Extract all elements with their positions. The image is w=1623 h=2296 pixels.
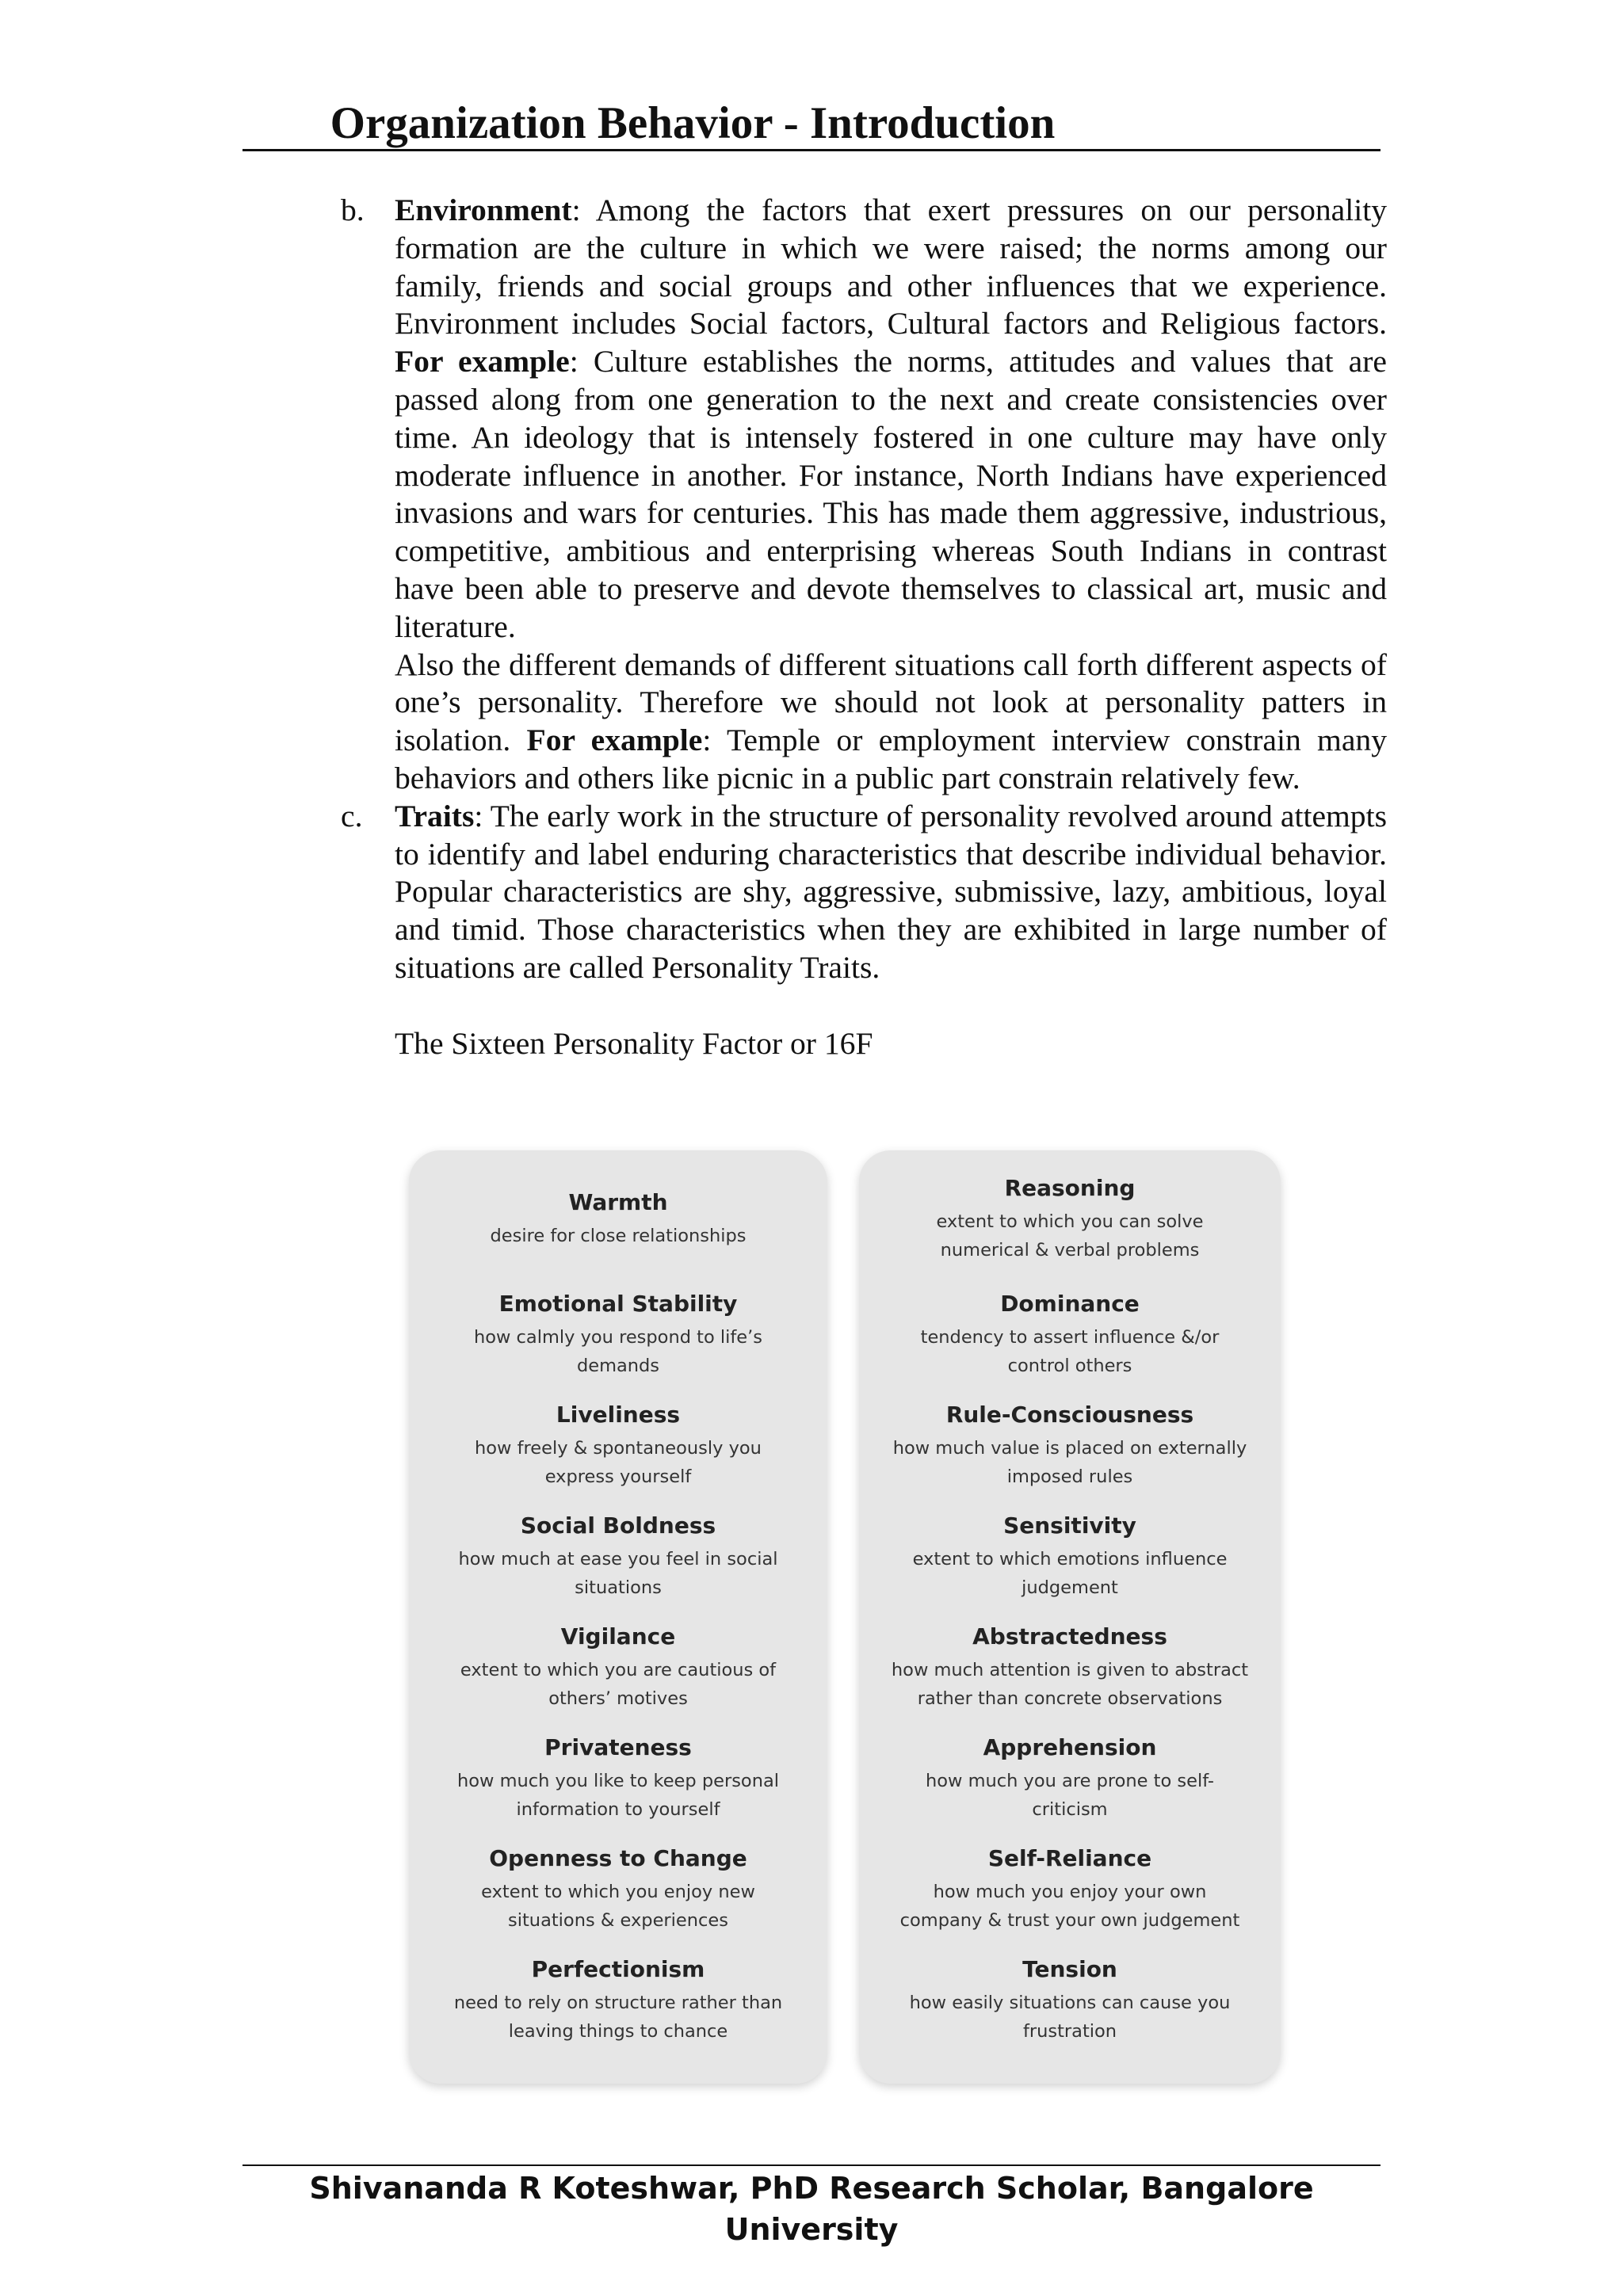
right-factor-panel [859, 1150, 1281, 2084]
description-line: judgement [1022, 1577, 1118, 1598]
description-line: control others [1007, 1356, 1132, 1376]
description-line: extent to which you are cautious of [460, 1660, 777, 1680]
description-line: numerical & verbal problems [940, 1240, 1200, 1261]
text-run: : Among the factors that exert pressures on our personality formation are the culture in which we were raised; the norms among our family, friends and social groups and other influences that we experience. Environment includes Social factors, Cultural factors and Religious factors. [395, 193, 1387, 341]
factor-name: Liveliness [556, 1402, 681, 1428]
factor-description [859, 1656, 1281, 1713]
description-line: frustration [1022, 2021, 1117, 2042]
factor-description [859, 1989, 1281, 2046]
description-line: need to rely on structure rather than [453, 1993, 783, 2013]
term: Traits [395, 798, 475, 833]
factor-reasoning [859, 1174, 1281, 1264]
description-line: how much you are prone to self- [926, 1771, 1214, 1791]
factor-description [409, 1323, 827, 1380]
emphasis: For example [526, 723, 703, 758]
text-run: : The early work in the structure of personality revolved around attempts to identify and label enduring characteristics that describe individual behavior. Popular characteristics are shy, aggressive, submissive, lazy, ambitious, loyal and timid. Those characteristics when they are exhibited in large number of situations are called Personality Traits. [395, 798, 1387, 985]
text-run: : Culture establishes the norms, attitudes and values that are passed along from one generation to the next and create consistencies over time. An ideology that is intensely fostered in one culture may have only moderate influence in another. For instance, North Indians have experienced invasions and wars for centuries. This has made them aggressive, industrious, competitive, ambitious and enterprising whereas South Indians in contrast have been able to preserve and devote themselves to classical art, music and literature. [395, 344, 1387, 644]
factor-description [409, 1989, 827, 2046]
factor-description [859, 1878, 1281, 1935]
description-line: how easily situations can cause you [909, 1993, 1231, 2013]
emphasis: For example [395, 344, 570, 379]
factor-description [859, 1545, 1281, 1602]
body-text [341, 192, 1387, 1063]
description-line: leaving things to chance [508, 2021, 728, 2042]
factor-social-boldness [409, 1512, 827, 1602]
list-marker: c. [341, 798, 363, 833]
factor-name: Social Boldness [520, 1512, 716, 1539]
description-line: extent to which you enjoy new [481, 1882, 755, 1902]
factor-description [859, 1434, 1281, 1491]
list-item-traits [341, 798, 1387, 987]
factor-name: Rule-Consciousness [945, 1402, 1194, 1428]
factor-description [409, 1656, 827, 1713]
factor-description [409, 1222, 827, 1250]
factor-name: Apprehension [983, 1734, 1157, 1760]
description-line: extent to which you can solve [936, 1211, 1204, 1232]
factor-apprehension [859, 1733, 1281, 1824]
factor-name: Openness to Change [489, 1845, 747, 1871]
term: Environment [395, 193, 572, 227]
factor-abstractedness [859, 1623, 1281, 1713]
factor-self-reliance [859, 1844, 1281, 1935]
factor-name: Warmth [568, 1189, 668, 1215]
factor-liveliness [409, 1401, 827, 1491]
paragraph [395, 798, 1387, 987]
factor-name: Perfectionism [531, 1956, 705, 1982]
description-line: rather than concrete observations [917, 1688, 1223, 1709]
factor-name: Sensitivity [1003, 1512, 1136, 1539]
description-line: express yourself [544, 1466, 692, 1487]
factor-name: Emotional Stability [498, 1291, 738, 1317]
footer-rule [242, 2164, 1381, 2166]
figure-caption: The Sixteen Personality Factor or 16F [395, 1025, 873, 1061]
factor-sensitivity [859, 1512, 1281, 1602]
factor-openness-to-change [409, 1844, 827, 1935]
factor-name: Privateness [544, 1734, 692, 1760]
description-line: how calmly you respond to life’s [473, 1327, 763, 1348]
factor-tension [859, 1955, 1281, 2046]
factor-perfectionism [409, 1955, 827, 2046]
description-line: information to yourself [516, 1799, 720, 1820]
left-factor-panel [409, 1150, 827, 2084]
factor-description [409, 1878, 827, 1935]
factor-vigilance [409, 1623, 827, 1713]
factor-name: Self-Reliance [987, 1845, 1152, 1871]
factor-dominance [859, 1290, 1281, 1380]
factor-name: Abstractedness [972, 1623, 1167, 1650]
description-line: situations & experiences [508, 1910, 728, 1931]
description-line: how much attention is given to abstract [891, 1660, 1249, 1680]
factor-name: Reasoning [1004, 1175, 1136, 1201]
factor-rule-consciousness [859, 1401, 1281, 1491]
factor-description [409, 1545, 827, 1602]
description-line: how much you like to keep personal [456, 1771, 779, 1791]
paragraph [395, 192, 1387, 646]
factor-warmth [409, 1188, 827, 1250]
description-line: situations [575, 1577, 662, 1598]
list-item-environment [341, 192, 1387, 798]
description-line: desire for close relationships [490, 1226, 747, 1246]
factor-description [859, 1207, 1281, 1264]
description-line: tendency to assert influence &/or [920, 1327, 1220, 1348]
page-footer: Shivananda R Koteshwar, PhD Research Scholar, Bangalore University [309, 2171, 1314, 2247]
description-line: how much value is placed on externally [892, 1438, 1247, 1459]
description-line: how much at ease you feel in social [458, 1549, 778, 1569]
factor-privateness [409, 1733, 827, 1824]
paragraph [395, 646, 1387, 798]
factor-name: Tension [1022, 1956, 1117, 1982]
list-marker: b. [341, 193, 365, 227]
personality-factor-figure [409, 1150, 1281, 2084]
description-line: criticism [1032, 1799, 1108, 1820]
description-line: imposed rules [1006, 1466, 1133, 1487]
header-rule [242, 149, 1381, 151]
description-line: demands [576, 1356, 660, 1376]
factor-name: Vigilance [560, 1623, 676, 1650]
description-line: company & trust your own judgement [899, 1910, 1240, 1931]
text-run: Also the different demands of different situations call forth different aspects of one’s personality. Therefore we should not look at personality patters in isolation. [395, 646, 1387, 758]
factor-description [409, 1434, 827, 1491]
factor-name: Dominance [1000, 1291, 1140, 1317]
factor-description [859, 1323, 1281, 1380]
page-title: Organization Behavior - Introduction [330, 98, 1056, 148]
factor-description [409, 1767, 827, 1824]
description-line: how much you enjoy your own [933, 1882, 1207, 1902]
description-line: extent to which emotions influence [912, 1549, 1228, 1569]
description-line: others’ motives [548, 1688, 688, 1709]
factor-emotional-stability [409, 1290, 827, 1380]
text-run: : Temple or employment interview constrain many behaviors and others like picnic in a public part constrain relatively few. [395, 723, 1387, 795]
description-line: how freely & spontaneously you [475, 1438, 762, 1459]
factor-description [859, 1767, 1281, 1824]
